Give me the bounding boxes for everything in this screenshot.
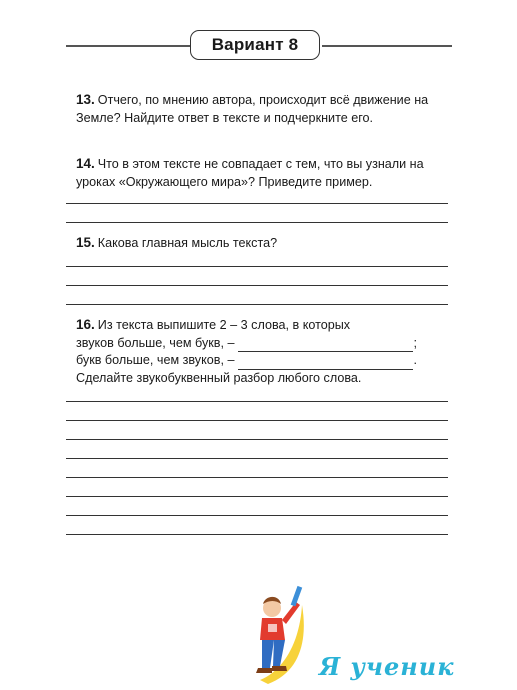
pencil-shape	[291, 586, 303, 607]
question-number: 15.	[76, 235, 95, 250]
question-number: 14.	[76, 156, 95, 171]
answer-line[interactable]	[66, 515, 448, 516]
boy-arm	[282, 602, 300, 624]
letters-more-label: букв больше, чем звуков, –	[76, 353, 235, 367]
letters-more-end: .	[413, 353, 417, 367]
question-text: Из текста выпишите 2 – 3 слова, в которых	[97, 318, 351, 332]
sounds-more-end: ;	[413, 335, 417, 350]
question-text: Какова главная мысль текста?	[97, 236, 278, 250]
answer-line[interactable]	[66, 439, 448, 440]
question-text: Отчего, по мнению автора, происходит всё движение на Земле? Найдите ответ в тексте и подчеркните его.	[76, 93, 429, 125]
logo-text: Я ученик	[319, 652, 455, 681]
boy-leg-left	[262, 640, 274, 668]
question-16	[76, 316, 454, 387]
letters-more-blank[interactable]	[238, 356, 413, 370]
question-text-extra: Сделайте звукобуквенный разбор любого слова.	[76, 370, 362, 385]
answer-line[interactable]	[66, 458, 448, 459]
answer-line[interactable]	[66, 266, 448, 267]
letters-more-row	[76, 352, 454, 370]
answer-line[interactable]	[66, 477, 448, 478]
answer-line[interactable]	[66, 203, 448, 204]
answer-line[interactable]	[66, 285, 448, 286]
answer-line[interactable]	[66, 496, 448, 497]
question-number: 13.	[76, 92, 95, 107]
sounds-more-row	[76, 335, 454, 353]
answer-line[interactable]	[66, 534, 448, 535]
answer-line[interactable]	[66, 222, 448, 223]
question-15	[76, 234, 454, 253]
sounds-more-label: звуков больше, чем букв, –	[76, 335, 235, 350]
question-14	[76, 155, 454, 191]
answer-line[interactable]	[66, 401, 448, 402]
sounds-more-blank[interactable]	[238, 338, 413, 352]
question-number: 16.	[76, 317, 95, 332]
answer-line[interactable]	[66, 420, 448, 421]
header-rule-left	[66, 45, 190, 47]
answer-line[interactable]	[66, 304, 448, 305]
question-13	[76, 91, 454, 127]
question-text: Что в этом тексте не совпадает с тем, что вы узнали на уроках «Окружающего мира»? Приведите пример.	[76, 157, 424, 189]
header-rule-right	[322, 45, 452, 47]
variant-title: Вариант 8	[190, 30, 320, 60]
